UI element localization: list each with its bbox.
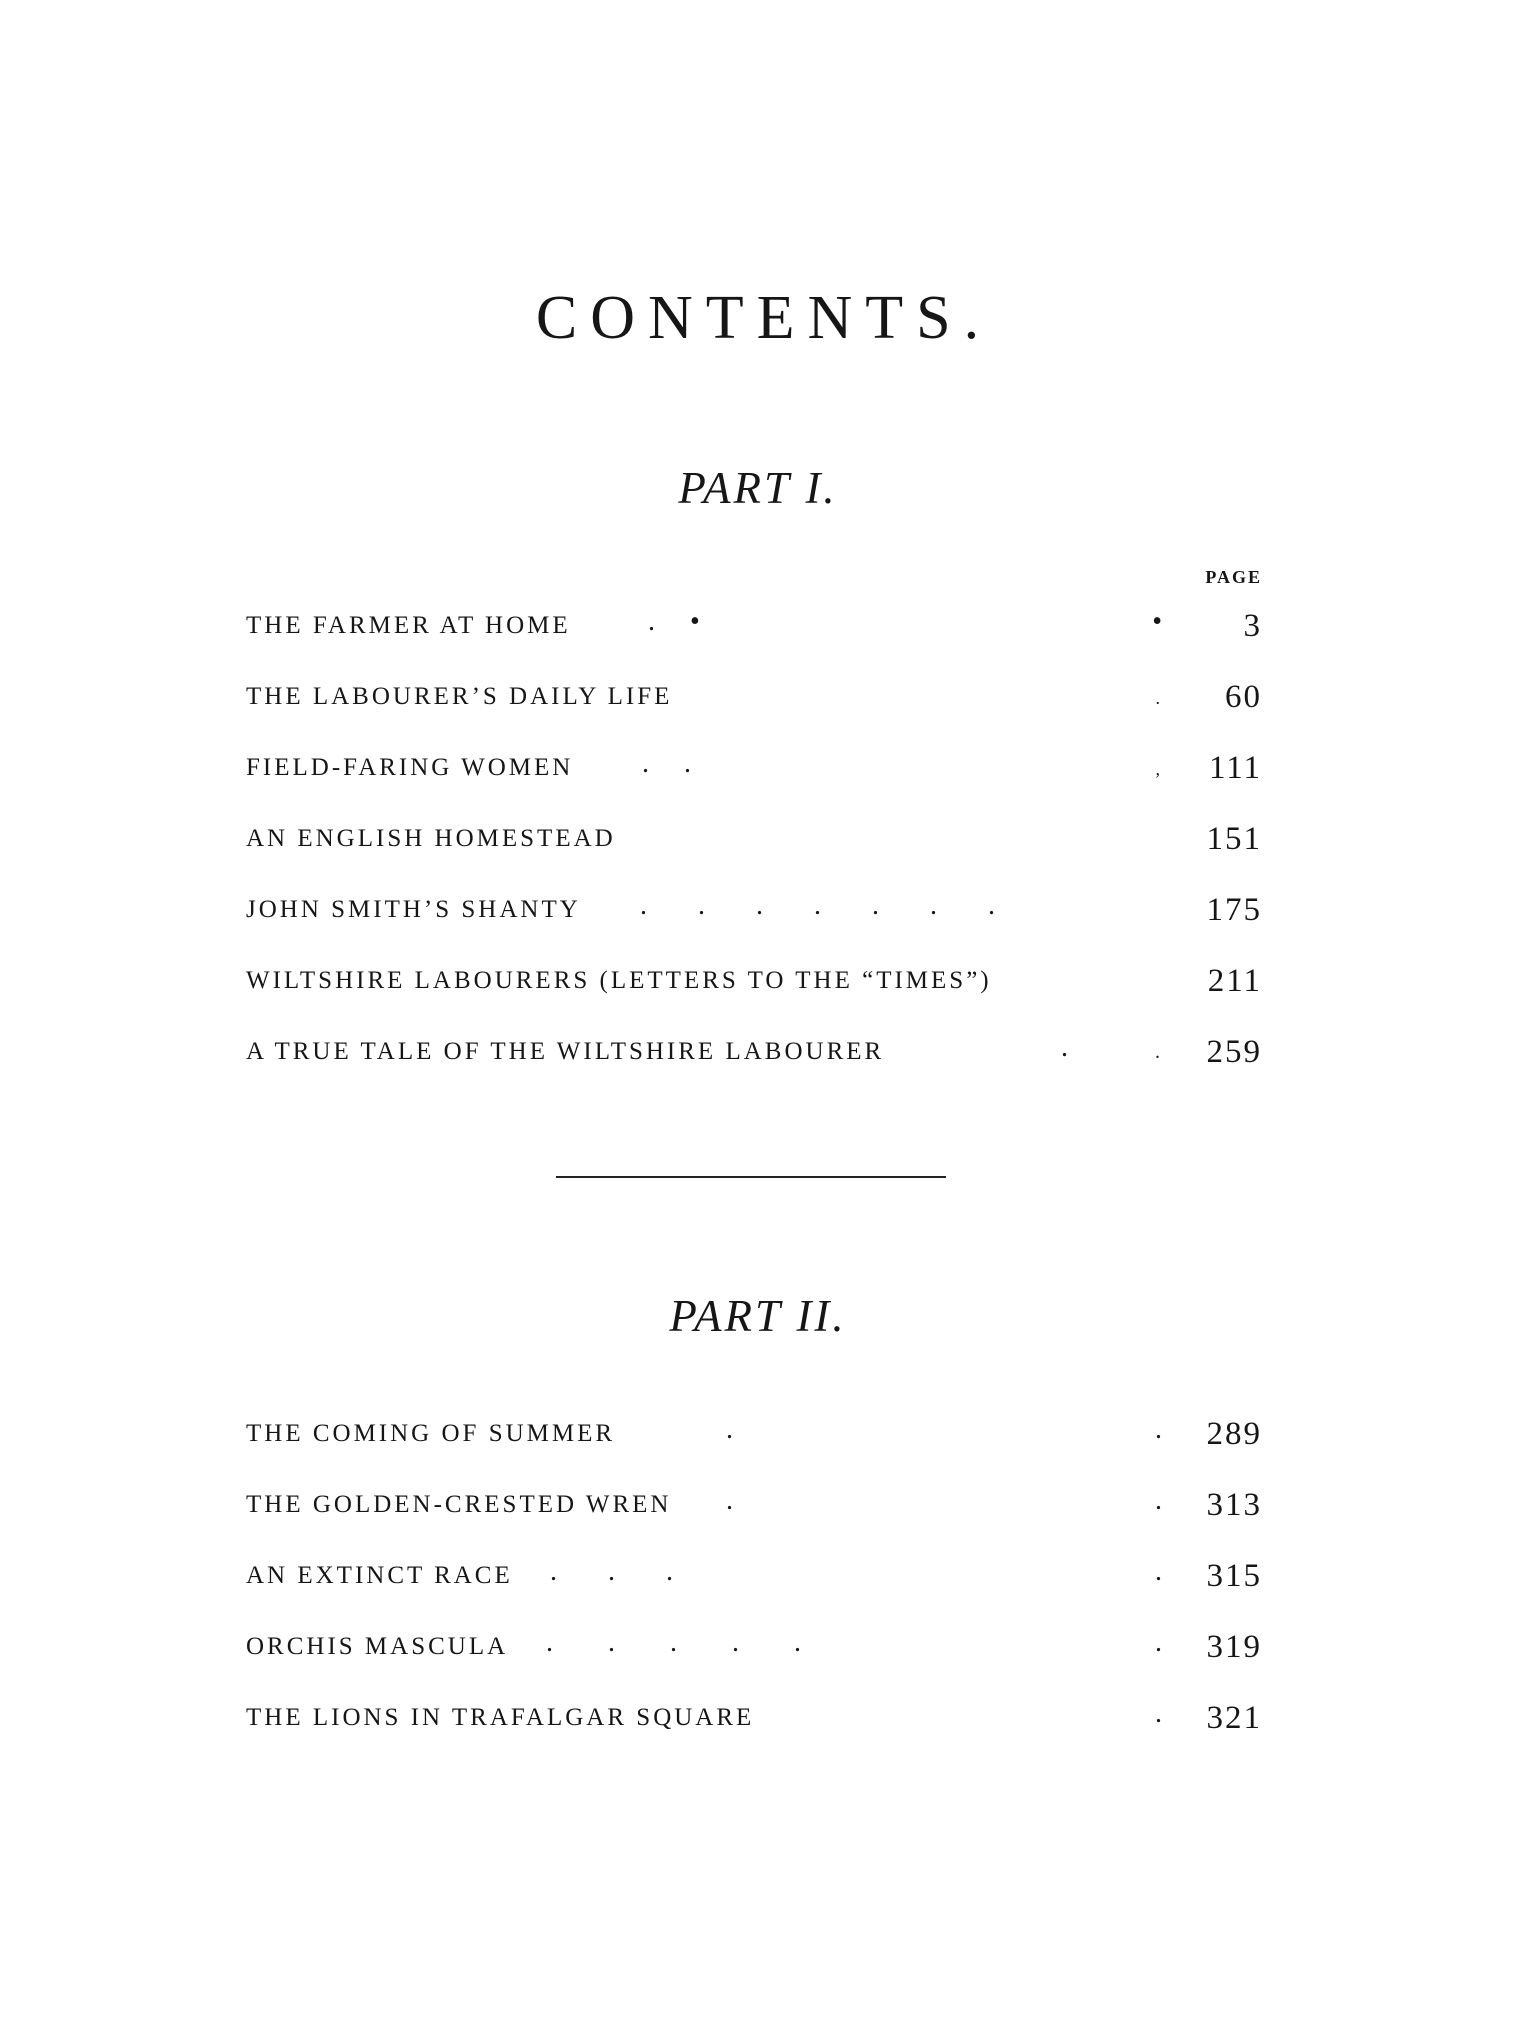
- dot-leaders: .: [1155, 1414, 1176, 1445]
- part-heading: PART II.: [669, 1291, 847, 1341]
- entry-title: AN EXTINCT RACE: [246, 1562, 513, 1589]
- entry-page-number: 319: [1206, 1629, 1262, 1665]
- entry-title: FIELD-FARING WOMEN: [246, 754, 574, 781]
- entry-page-number: 321: [1206, 1700, 1262, 1736]
- dot-leaders: . .: [642, 748, 705, 779]
- dot-leaders: .: [1061, 1032, 1082, 1063]
- page-column-label: PAGE: [1205, 567, 1262, 587]
- entry-page-number: 289: [1206, 1416, 1262, 1452]
- dot-leaders: .: [1155, 1485, 1176, 1516]
- contents-entry[interactable]: [246, 1016, 1262, 1087]
- dot-leaders: . . . . .: [546, 1627, 825, 1658]
- entry-title: THE FARMER AT HOME: [246, 612, 571, 639]
- dot-leaders: .: [1155, 1041, 1174, 1063]
- contents-list: [246, 590, 1262, 1087]
- entry-title: WILTSHIRE LABOURERS (LETTERS TO THE “TIMES”): [246, 967, 992, 994]
- contents-list: [246, 1398, 1262, 1753]
- contents-entry[interactable]: [246, 1540, 1262, 1611]
- entry-page-number: 259: [1206, 1034, 1262, 1070]
- entry-title: JOHN SMITH’S SHANTY: [246, 896, 581, 923]
- contents-entry[interactable]: [246, 661, 1262, 732]
- dot-leaders: . . .: [550, 1556, 695, 1587]
- dot-leaders: .: [1155, 1698, 1176, 1729]
- contents-entry[interactable]: [246, 1469, 1262, 1540]
- entry-page-number: 60: [1225, 679, 1262, 715]
- entry-title: THE GOLDEN-CRESTED WREN: [246, 1491, 672, 1518]
- section-divider: [556, 1176, 946, 1178]
- dot-leaders: •: [1152, 606, 1176, 637]
- entry-page-number: 151: [1206, 821, 1262, 857]
- contents-entry[interactable]: [246, 590, 1262, 661]
- entry-title: AN ENGLISH HOMESTEAD: [246, 825, 616, 852]
- entry-page-number: 111: [1208, 750, 1262, 786]
- dot-leaders: ,: [1155, 759, 1174, 779]
- contents-entry[interactable]: [246, 803, 1262, 874]
- entry-page-number: 313: [1206, 1487, 1262, 1523]
- contents-entry[interactable]: [246, 732, 1262, 803]
- entry-page-number: 175: [1206, 892, 1262, 928]
- entry-page-number: 315: [1206, 1558, 1262, 1594]
- dot-leaders: .: [1155, 688, 1174, 708]
- contents-entry[interactable]: [246, 1682, 1262, 1753]
- dot-leaders: .: [726, 1485, 747, 1516]
- dot-leaders: .: [1155, 1627, 1176, 1658]
- entry-title: THE LABOURER’S DAILY LIFE: [246, 683, 673, 710]
- dot-leaders: . •: [648, 606, 714, 637]
- page-title: CONTENTS.: [535, 284, 993, 352]
- entry-page-number: 3: [1243, 608, 1262, 644]
- dot-leaders: .: [1155, 1556, 1176, 1587]
- dot-leaders: . . . . . . .: [640, 890, 1017, 921]
- contents-entry[interactable]: [246, 874, 1262, 945]
- contents-entry[interactable]: [246, 945, 1262, 1016]
- dot-leaders: .: [726, 1414, 747, 1445]
- entry-title: ORCHIS MASCULA: [246, 1633, 509, 1660]
- contents-entry[interactable]: [246, 1611, 1262, 1682]
- entry-title: THE COMING OF SUMMER: [246, 1420, 616, 1447]
- entry-title: THE LIONS IN TRAFALGAR SQUARE: [246, 1704, 755, 1731]
- contents-entry[interactable]: [246, 1398, 1262, 1469]
- part-heading: PART I.: [678, 463, 838, 513]
- entry-page-number: 211: [1207, 963, 1262, 999]
- entry-title: A TRUE TALE OF THE WILTSHIRE LABOURER: [246, 1038, 885, 1065]
